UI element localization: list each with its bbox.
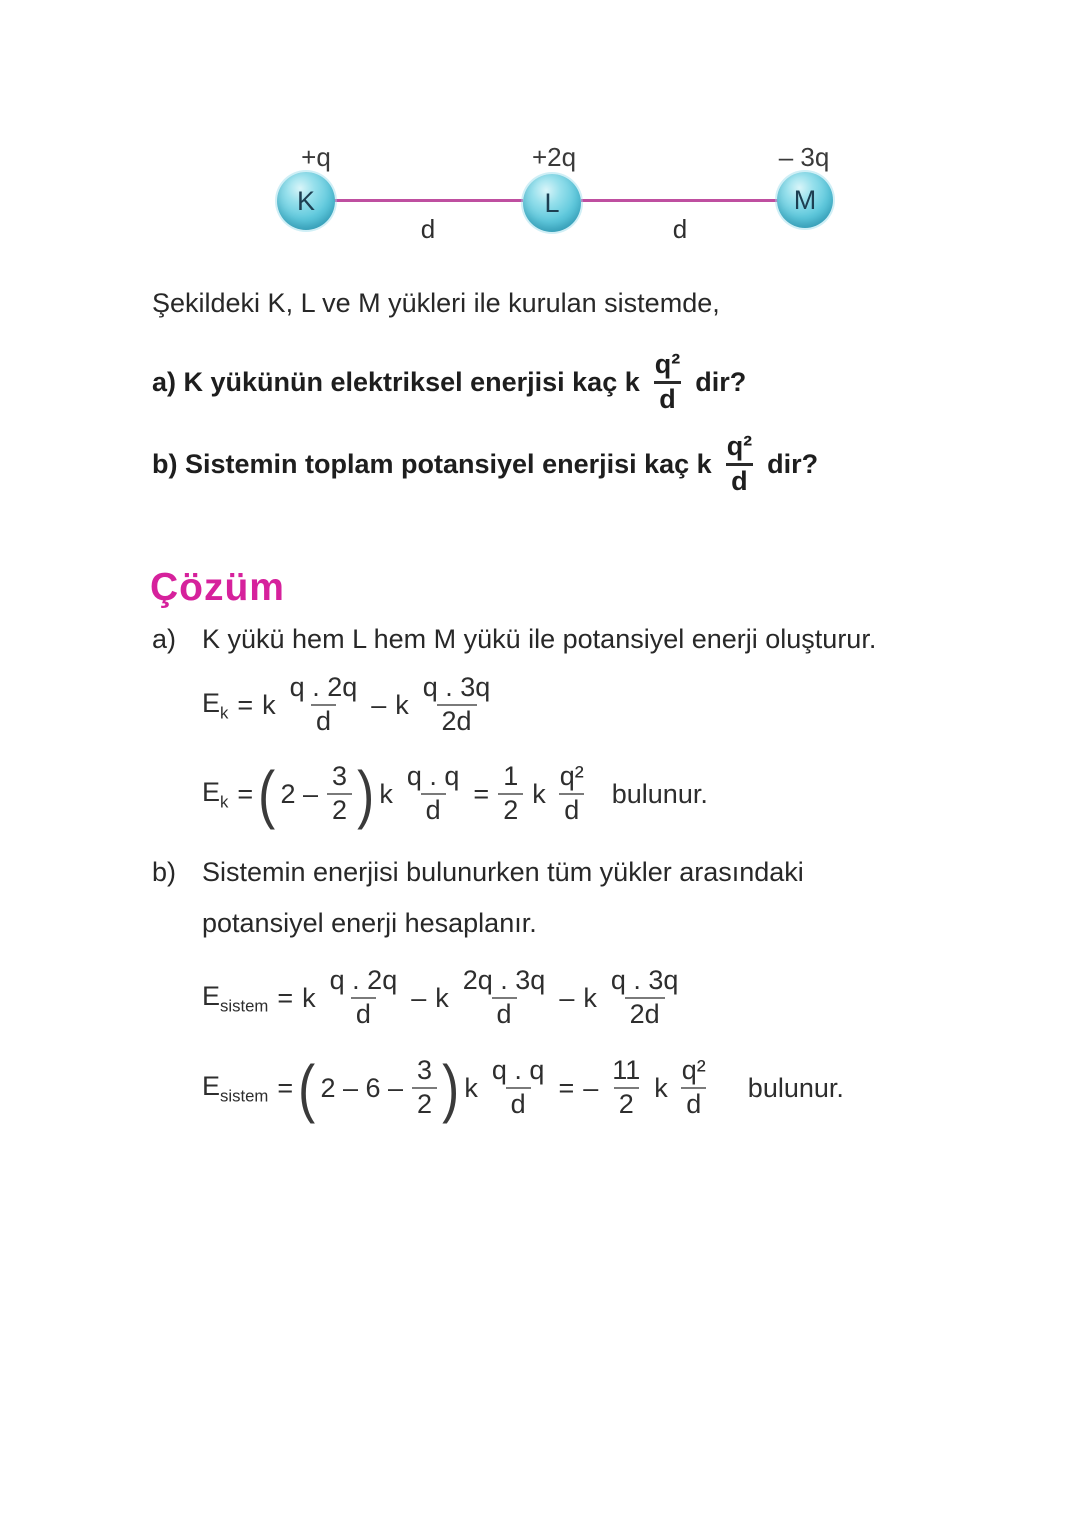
question-a: [152, 342, 746, 422]
fraction: $\frac{2q . 3q}{d}$: [462, 965, 546, 1029]
charge-value-m: – 3q: [778, 142, 830, 172]
solution-heading: Çözüm: [150, 566, 285, 609]
formula-ek-result: [202, 748, 708, 840]
solution-part-a-text: K yükü hem L hem M yükü ile potansiyel enerji oluşturur.: [202, 624, 877, 654]
open-paren: (: [258, 757, 276, 830]
variable-esistem: $E_{sistem}$: [202, 1070, 269, 1106]
equals-sign: =: [277, 1072, 294, 1103]
fraction: $\frac{q . 3q}{2d}$: [610, 965, 679, 1029]
fraction: $\frac{3}{2}$: [412, 1055, 437, 1121]
equals-sign: =: [237, 689, 254, 720]
charge-sphere-k: [277, 172, 335, 230]
solution-part-a-label: a): [152, 624, 177, 654]
minus-sign: –: [371, 689, 387, 720]
constant-k: k: [302, 982, 316, 1013]
question-a-fraction: [650, 349, 685, 416]
formula-esistem-expansion: [202, 956, 683, 1040]
problem-intro: Şekildeki K, L ve M yükleri ile kurulan sistemde,: [152, 288, 720, 318]
question-b-text: b) Sistemin toplam potansiyel enerjisi kaç k: [152, 448, 712, 479]
close-paren: ): [442, 1051, 460, 1124]
fraction: $\frac{\text{q²}}{d}$: [559, 761, 584, 825]
question-b-suffix: dir?: [767, 448, 819, 479]
distance-label-right: d: [672, 214, 688, 244]
minus-sign: –: [411, 982, 427, 1013]
fraction: $\frac{q . q}{d}$: [406, 761, 460, 825]
numerator: q²: [726, 430, 753, 461]
constant-k: k: [532, 778, 546, 809]
minus-sign: –: [583, 1072, 599, 1103]
constant-k: k: [464, 1072, 478, 1103]
coefficient-terms: 2 –: [280, 778, 319, 809]
formula-ek-expansion: [202, 663, 495, 747]
connector-line-lm: [581, 199, 779, 202]
sphere-label-l: L: [544, 187, 560, 218]
solution-part-b-label: b): [152, 857, 177, 887]
sphere-label-k: K: [296, 185, 315, 216]
solution-part-b-text-line2: potansiyel enerji hesaplanır.: [202, 908, 537, 938]
numerator: q²: [654, 348, 681, 379]
question-a-suffix: dir?: [695, 366, 747, 397]
fraction: $\frac{11}{2}$: [612, 1055, 641, 1119]
charge-diagram: [0, 130, 1080, 260]
equals-sign: =: [277, 982, 294, 1013]
fraction: $\frac{q . q}{d}$: [491, 1055, 545, 1119]
constant-k: k: [379, 778, 393, 809]
question-a-text: a) K yükünün elektriksel enerjisi kaç k: [152, 366, 640, 397]
constant-k: k: [435, 982, 449, 1013]
minus-sign: –: [559, 982, 575, 1013]
constant-k: k: [654, 1072, 668, 1103]
fraction: $\frac{q . 2q}{d}$: [289, 672, 358, 736]
close-paren: ): [357, 757, 375, 830]
open-paren: (: [298, 1051, 316, 1124]
variable-ek: $E_k$: [202, 687, 229, 723]
fraction: $\frac{\text{q²}}{d}$: [681, 1055, 706, 1119]
fraction: $\frac{q . 2q}{d}$: [329, 965, 398, 1029]
constant-k: k: [395, 689, 409, 720]
solution-part-b-text-line1: Sistemin enerjisi bulunurken tüm yükler arasındaki: [202, 857, 804, 887]
fraction: $\frac{3}{2}$: [327, 761, 352, 827]
variable-ek: $E_k$: [202, 776, 229, 812]
question-b: [152, 424, 818, 504]
charge-sphere-l: [523, 174, 581, 232]
formula-esistem-result: [202, 1042, 844, 1134]
equals-sign: =: [473, 778, 490, 809]
variable-esistem: $E_{sistem}$: [202, 980, 269, 1016]
connector-line-kl: [333, 199, 523, 202]
question-b-fraction: [722, 431, 757, 498]
equals-sign: =: [558, 1072, 575, 1103]
fraction: $\frac{1}{2}$: [498, 761, 523, 827]
distance-label-left: d: [420, 214, 436, 244]
denominator: d: [654, 381, 681, 416]
fraction: $\frac{q . 3q}{2d}$: [422, 672, 491, 736]
denominator: d: [726, 463, 753, 498]
result-word: bulunur.: [611, 778, 708, 809]
constant-k: k: [583, 982, 597, 1013]
constant-k: k: [262, 689, 276, 720]
sphere-label-m: M: [793, 184, 817, 215]
result-word: bulunur.: [747, 1072, 844, 1103]
coefficient-terms: 2 – 6 –: [320, 1072, 404, 1103]
charge-value-l: +2q: [531, 142, 577, 172]
equals-sign: =: [237, 778, 254, 809]
charge-value-k: +q: [301, 142, 331, 172]
charge-sphere-m: [777, 172, 833, 228]
